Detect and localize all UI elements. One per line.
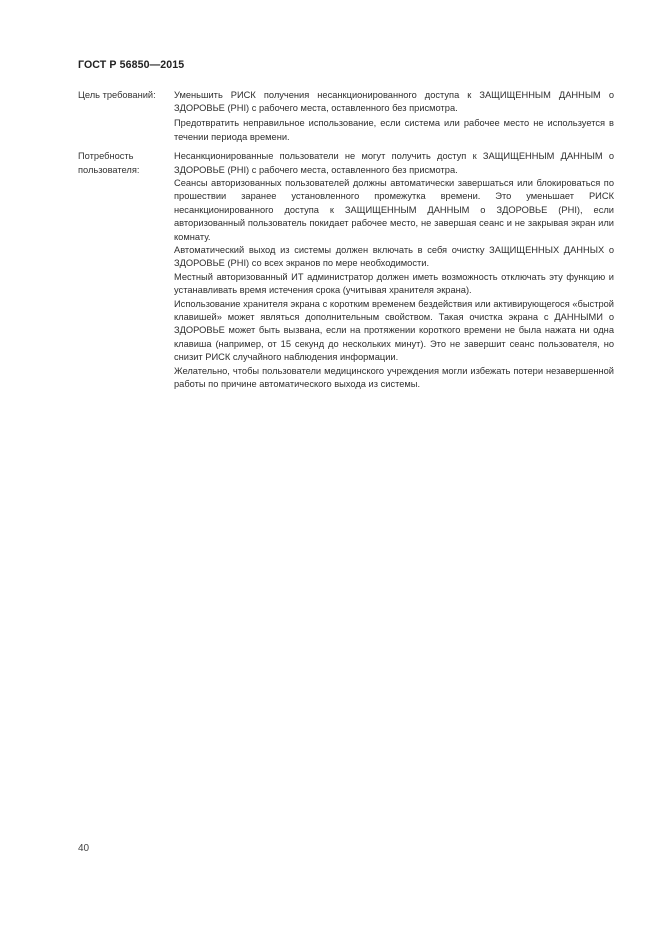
paragraph: Несанкционированные пользователи не могут получить доступ к ЗАЩИЩЕННЫМ ДАННЫМ о ЗДОРОВЬЕ (PHI) с рабочего места, оставленного без присмотра. <box>174 151 614 175</box>
paragraph: Сеансы авторизованных пользователей должны автоматически завершаться или блокироваться по прошествии заранее установленного промежутка времени. Это уменьшает РИСК несанкционированного доступа к ЗАЩИЩЕННЫМ ДАННЫМ о ЗДОРОВЬЕ (PHI), если авторизованный пользователь покидает рабочее место, не завершая сеанс и не закрывая экран или комнату. <box>174 177 614 242</box>
paragraph: Автоматический выход из системы должен включать в себя очистку ЗАЩИЩЕННЫХ ДАННЫХ о ЗДОРОВЬЕ (PHI) со всех экранов по мере необходимости. <box>174 244 614 269</box>
paragraph: Желательно, чтобы пользователи медицинского учреждения могли избежать потери незавершенной работы по причине автоматического выхода из системы. <box>174 365 614 390</box>
requirements-table <box>78 89 614 393</box>
row-label: Цель требований: <box>78 90 156 100</box>
standard-header: ГОСТ Р 56850—2015 <box>78 59 185 71</box>
requirement-row-user-need <box>78 150 614 391</box>
paragraph: Местный авторизованный ИТ администратор должен иметь возможность отключать эту функцию и устанавливать время истечения срока (учитывая хранителя экрана). <box>174 271 614 296</box>
row-label: Потребность пользователя: <box>78 151 140 175</box>
paragraph: Уменьшить РИСК получения несанкционированного доступа к ЗАЩИЩЕННЫМ ДАННЫМ о ЗДОРОВЬЕ (PHI) с рабочего места, оставленного без присмотра. <box>174 90 614 114</box>
page-number: 40 <box>78 843 90 854</box>
paragraph: Использование хранителя экрана с коротким временем бездействия или активирующегося «быстрой клавишей» может являться дополнительным свойством. Такая очистка экрана с ДАННЫМИ о ЗДОРОВЬЕ может быть вызвана, если на протяжении короткого времени не была нажата ни одна клавиша (например, от 15 секунд до нескольких минут). Это не завершит сеанс пользователя, но снизит РИСК случайного наблюдения информации. <box>174 298 614 363</box>
row-body <box>174 150 614 391</box>
requirement-row-purpose <box>78 89 614 144</box>
row-body <box>174 89 614 144</box>
paragraph: Предотвратить неправильное использование, если система или рабочее место не используется в течении периода времени. <box>174 118 614 142</box>
